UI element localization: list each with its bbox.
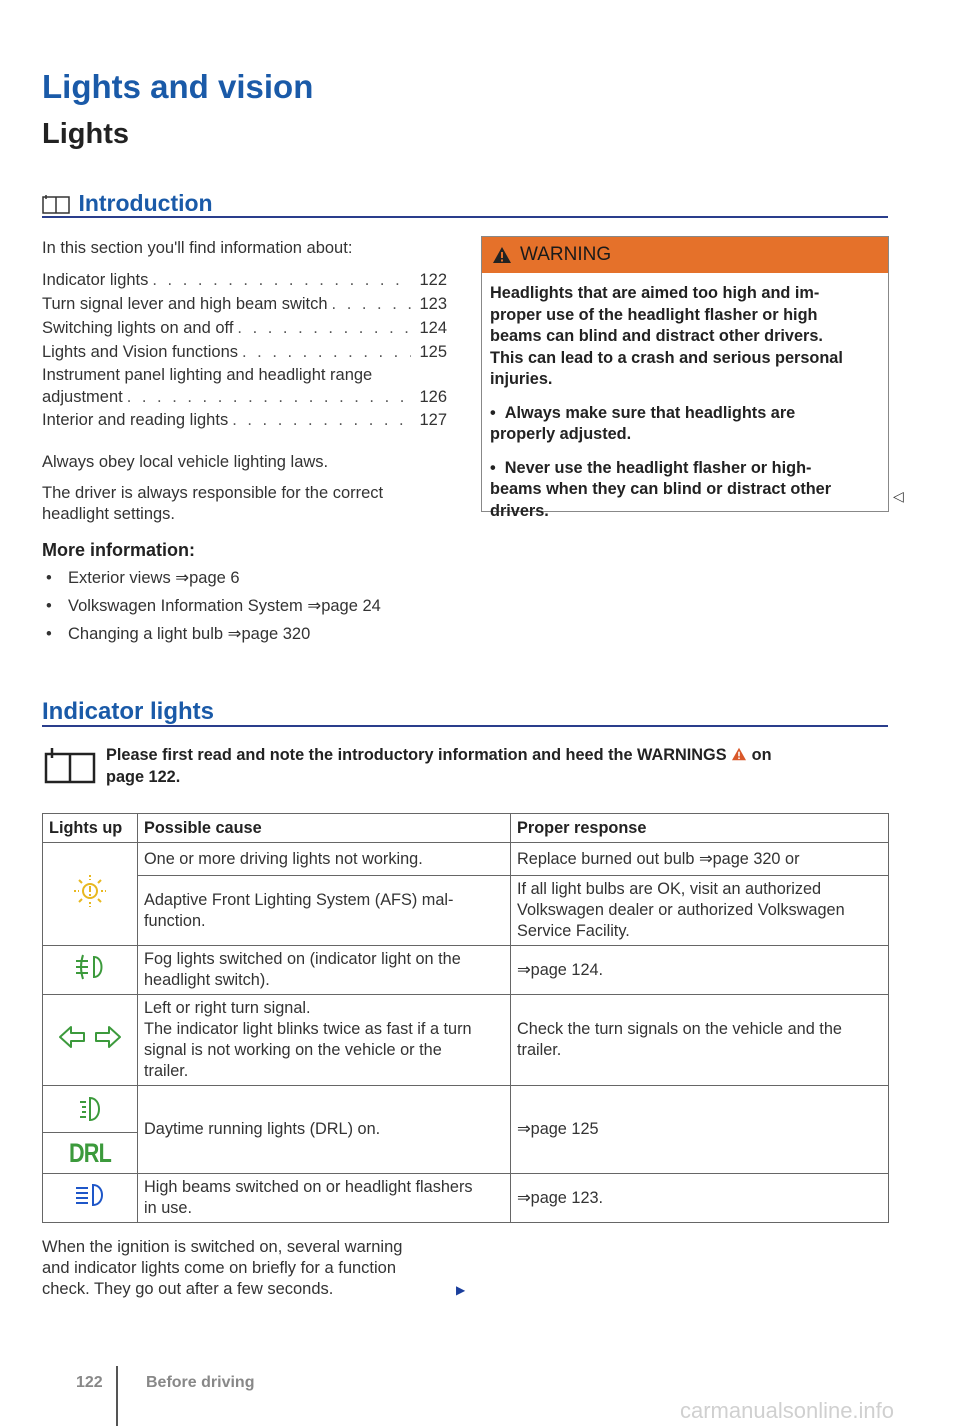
section-title: Lights — [42, 118, 129, 150]
chapter-title: Lights and vision — [42, 68, 314, 105]
intro-heading-wrap — [42, 190, 213, 217]
light-icon-cell — [43, 995, 138, 1086]
cause-cell: One or more driving lights not working. — [138, 843, 511, 876]
toc-page: 123 — [419, 295, 447, 313]
intro-para-1: Always obey local vehicle lighting laws. — [42, 453, 329, 471]
warning-text: Headlights that are aimed too high and im- proper use of the headlight flasher or high beams can blind and distract other drivers. This can lead to a crash and serious personal injuries. — [490, 284, 843, 388]
note-page-ref[interactable]: page 122. — [106, 768, 181, 786]
response-cell: If all light bulbs are OK, visit an authorized Volkswagen dealer or authorized Volkswagen Service Facility. — [511, 876, 889, 946]
table-row — [43, 1174, 889, 1223]
toc-list — [42, 268, 447, 432]
column-header: Proper response — [511, 814, 889, 843]
table-row — [43, 995, 889, 1086]
cause-cell: Daytime running lights (DRL) on. — [138, 1086, 511, 1174]
more-info-item[interactable]: • Volkswagen Information System ⇒page 24 — [46, 597, 381, 615]
intro-para-2a: The driver is always responsible for the correct — [42, 484, 384, 502]
indicator-table — [42, 813, 889, 1223]
drl-icon: DRL — [69, 1137, 111, 1168]
toc-item[interactable] — [42, 340, 447, 364]
book-icon — [42, 193, 70, 215]
intro-rule — [42, 216, 888, 218]
toc-page: 124 — [419, 319, 447, 337]
toc-item[interactable] — [42, 292, 447, 316]
book-icon — [44, 746, 96, 784]
warning-header — [482, 237, 888, 273]
table-row — [43, 946, 889, 995]
toc-title: Indicator lights — [42, 271, 149, 289]
column-header: Lights up — [43, 814, 138, 843]
toc-page: 122 — [419, 271, 447, 289]
footer-section: Before driving — [146, 1374, 255, 1391]
note-text: Please first read and note the introductory information and heed the WARNINGS — [106, 746, 727, 764]
toc-title: Interior and reading lights — [42, 411, 229, 429]
page-number: 122 — [76, 1374, 103, 1391]
table-header-row — [43, 814, 889, 843]
light-icon-cell — [43, 1174, 138, 1223]
footer-divider — [116, 1366, 118, 1426]
toc-item[interactable] — [42, 268, 447, 292]
light-icon-cell — [43, 1086, 138, 1174]
more-info-heading: More information: — [42, 540, 195, 560]
warning-title: WARNING — [520, 244, 612, 265]
continue-arrow-icon: ▶ — [456, 1283, 466, 1297]
light-icon-cell — [43, 843, 138, 946]
toc-page: 125 — [419, 343, 447, 361]
page-ref-link[interactable]: ⇒page 320 — [227, 625, 311, 643]
page-ref-link[interactable]: ⇒page 6 — [175, 569, 240, 587]
after-text-1: When the ignition is switched on, several warning — [42, 1238, 403, 1256]
toc-title: adjustment — [42, 388, 123, 406]
daytime-running-light-icon — [75, 1094, 105, 1124]
indicator-heading: Indicator lights — [42, 698, 215, 725]
warning-bullet: • Never use the headlight flasher or high- beams when they can blind or distract other drivers. — [490, 458, 832, 520]
turn-signal-arrows-icon — [58, 1022, 122, 1052]
after-text-2: and indicator lights come on briefly for a function — [42, 1259, 397, 1277]
response-cell[interactable]: ⇒page 124. — [511, 946, 889, 995]
toc-title: Switching lights on and off — [42, 319, 234, 337]
toc-page: 127 — [419, 411, 447, 429]
toc-title: Lights and Vision functions — [42, 343, 238, 361]
cause-cell: Fog lights switched on (indicator light on the headlight switch). — [138, 946, 511, 995]
light-icon-cell — [43, 946, 138, 995]
response-cell: Replace burned out bulb ⇒page 320 or — [511, 843, 889, 876]
column-header: Possible cause — [138, 814, 511, 843]
more-info-item[interactable]: • Exterior views ⇒page 6 — [46, 569, 240, 587]
response-cell[interactable]: ⇒page 123. — [511, 1174, 889, 1223]
intro-lead: In this section you'll find information about: — [42, 239, 353, 257]
page-ref-link[interactable]: ⇒page 24 — [307, 597, 381, 615]
high-beam-icon — [73, 1182, 107, 1208]
cause-cell: Left or right turn signal. The indicator light blinks twice as fast if a turn signal is not working on the vehicle or the trailer. — [138, 995, 511, 1086]
cause-cell: High beams switched on or headlight flashers in use. — [138, 1174, 511, 1223]
warning-bullet: • Always make sure that headlights are properly adjusted. — [490, 403, 796, 443]
cause-cell: Adaptive Front Lighting System (AFS) mal- function. — [138, 876, 511, 946]
toc-item[interactable] — [42, 408, 447, 432]
toc-item[interactable] — [42, 386, 447, 408]
warning-triangle-icon — [492, 246, 512, 264]
response-cell: Check the turn signals on the vehicle and the trailer. — [511, 995, 889, 1086]
more-info-item[interactable]: • Changing a light bulb ⇒page 320 — [46, 625, 311, 643]
warning-body — [482, 273, 888, 522]
intro-para-2b: headlight settings. — [42, 505, 176, 523]
table-row — [43, 1086, 889, 1174]
table-row — [43, 843, 889, 876]
toc-item-line1[interactable] — [42, 364, 447, 386]
toc-title: Instrument panel lighting and headlight range — [42, 366, 373, 384]
toc-item[interactable] — [42, 316, 447, 340]
toc-title: Turn signal lever and high beam switch — [42, 295, 328, 313]
indicator-rule — [42, 725, 888, 727]
after-text-3: check. They go out after a few seconds. — [42, 1280, 334, 1298]
warning-box — [481, 236, 889, 520]
table-row — [43, 876, 889, 946]
afs-warning-light-icon — [70, 871, 110, 911]
end-marker-icon: ◁ — [893, 488, 904, 504]
response-cell[interactable]: ⇒page 125 — [511, 1086, 889, 1174]
warning-triangle-icon — [731, 747, 747, 761]
fog-light-icon — [72, 952, 108, 982]
intro-heading: Introduction — [78, 190, 213, 216]
toc-page: 126 — [419, 388, 447, 406]
watermark: carmanualsonline.info — [680, 1398, 895, 1423]
